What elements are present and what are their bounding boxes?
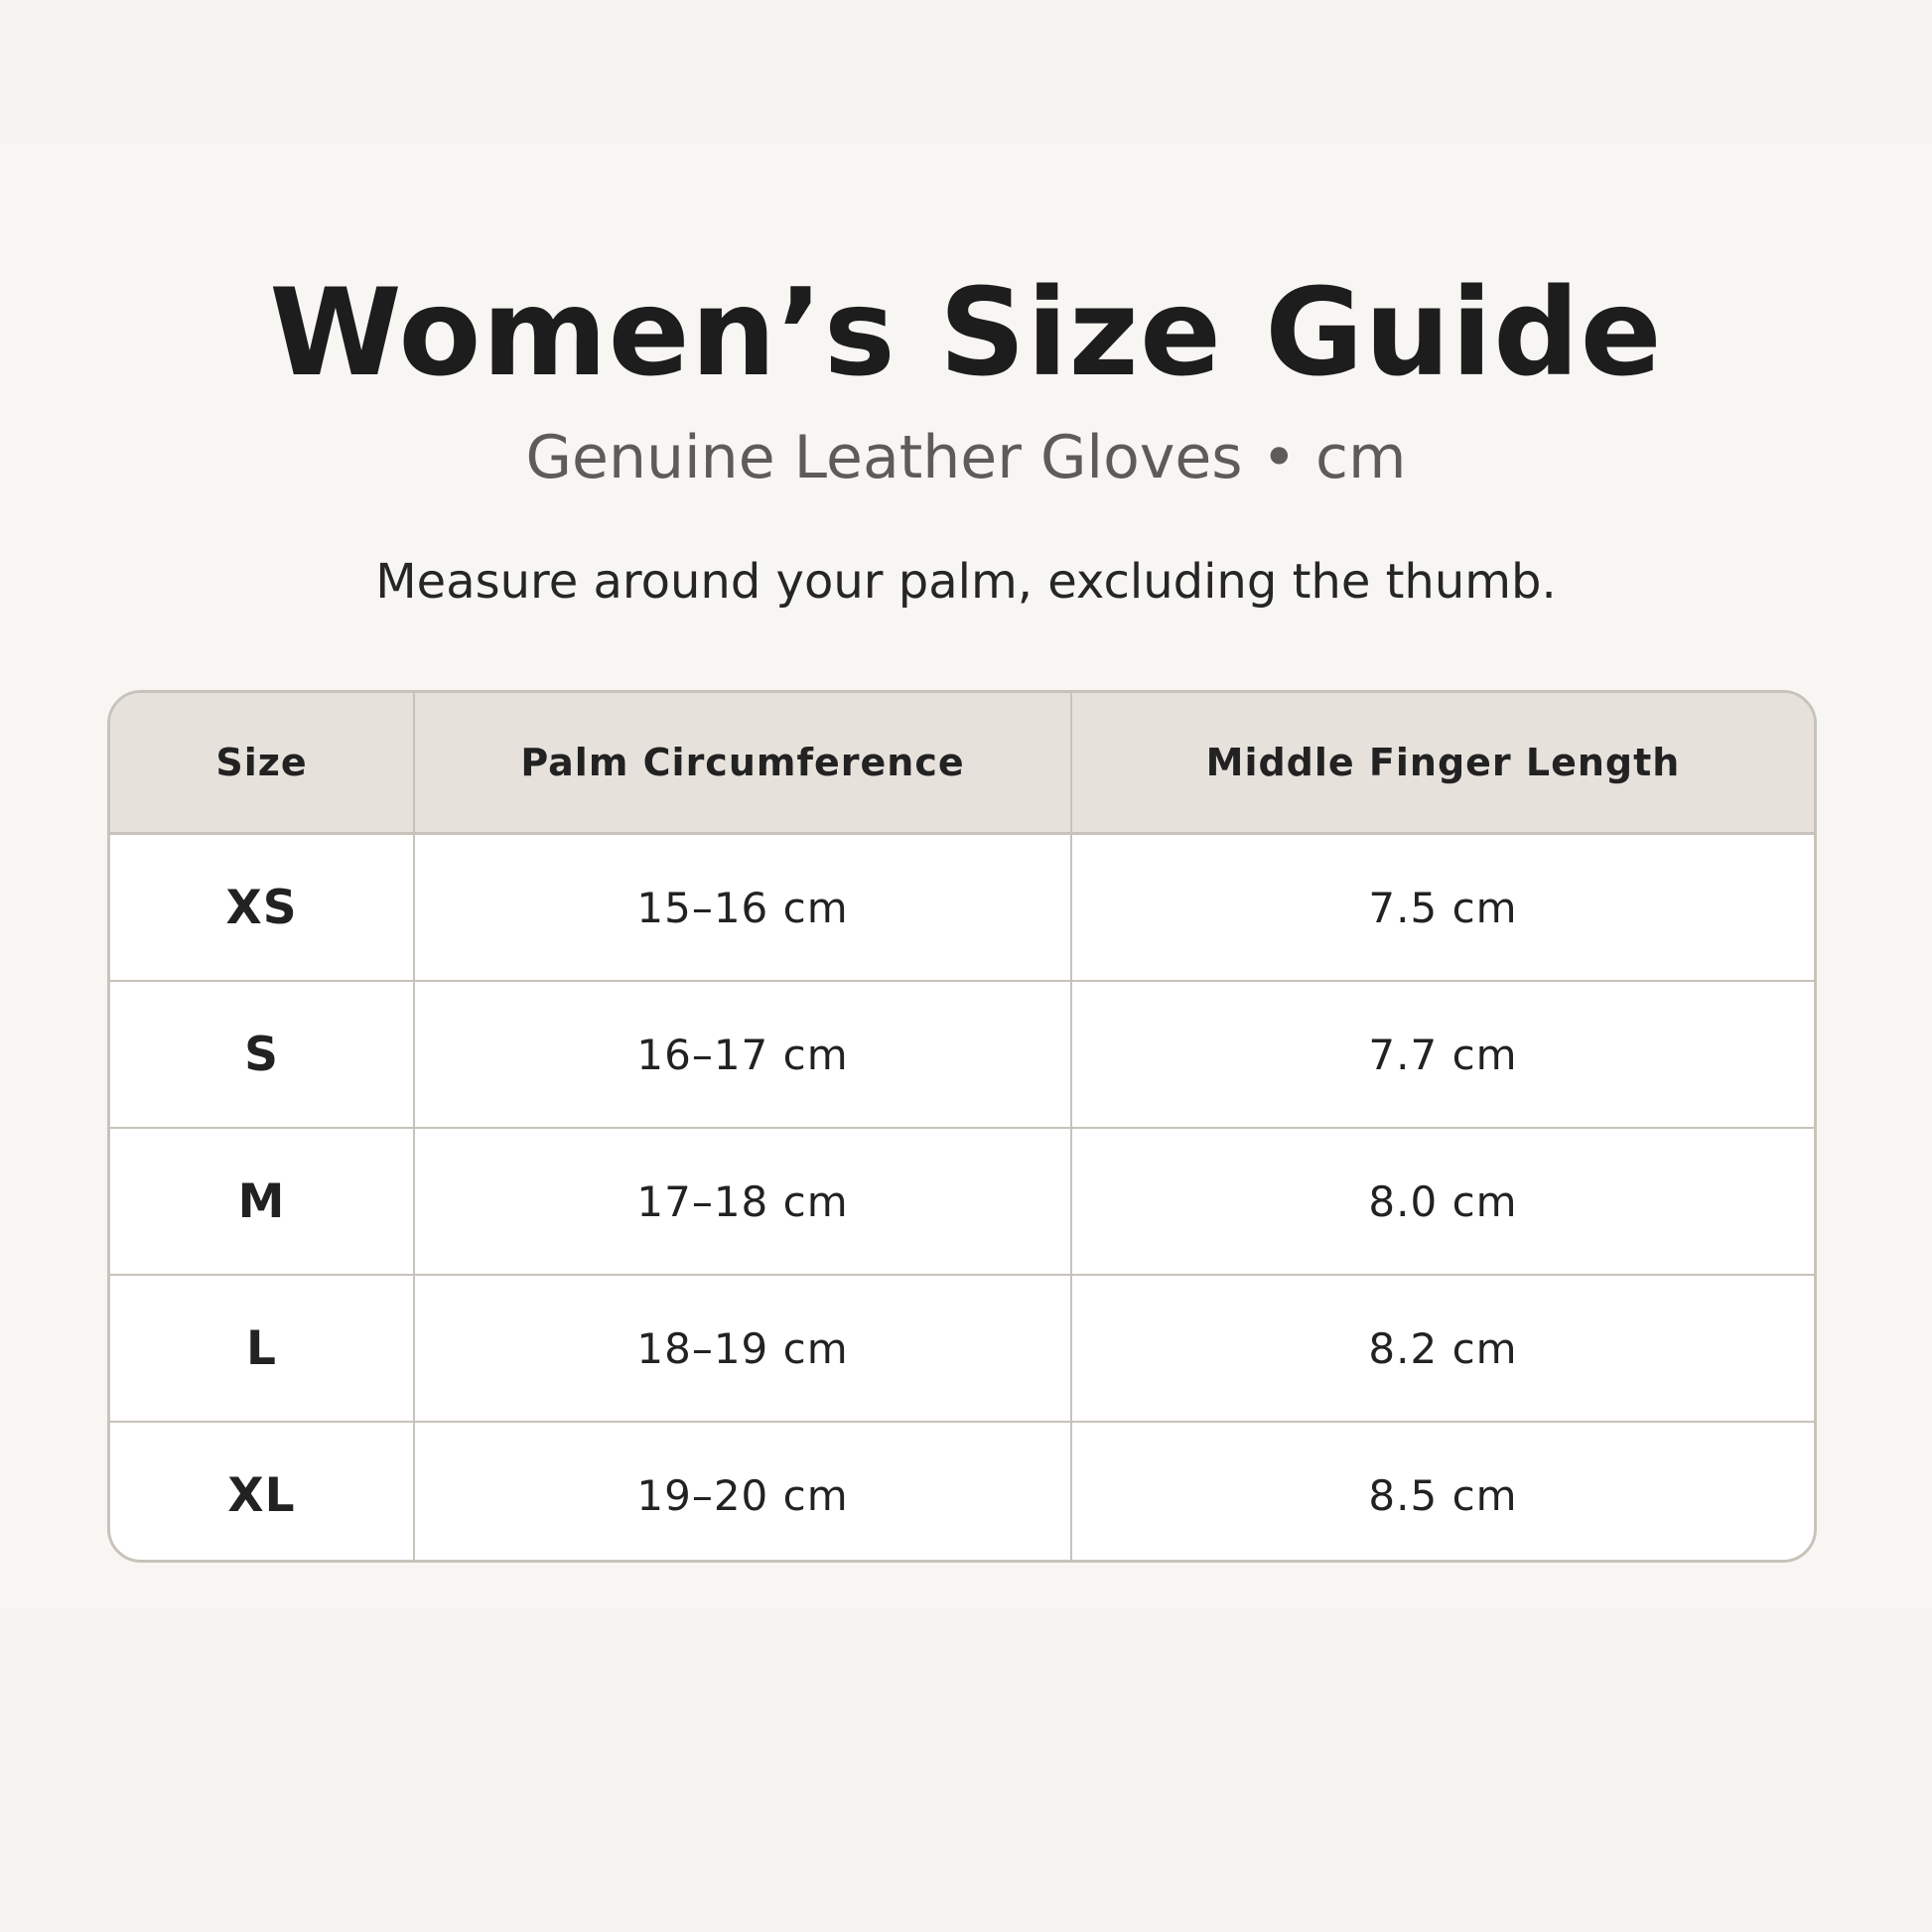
- size-cell: L: [110, 1275, 414, 1422]
- header-row: [110, 693, 1814, 834]
- finger-cell: 8.5 cm: [1071, 1422, 1814, 1563]
- table-row: [110, 981, 1814, 1128]
- finger-cell: 7.5 cm: [1071, 834, 1814, 982]
- finger-cell: 8.2 cm: [1071, 1275, 1814, 1422]
- palm-cell: 15–16 cm: [414, 834, 1071, 982]
- palm-cell: 19–20 cm: [414, 1422, 1071, 1563]
- finger-cell: 8.0 cm: [1071, 1128, 1814, 1275]
- page-subtitle: Genuine Leather Gloves • cm: [525, 423, 1407, 492]
- table-row: [110, 1128, 1814, 1275]
- measuring-instruction: Measure around your palm, excluding the thumb.: [375, 554, 1557, 610]
- page-title: Women’s Size Guide: [269, 263, 1663, 403]
- finger-cell: 7.7 cm: [1071, 981, 1814, 1128]
- column-header-palm-circumference: Palm Circumference: [414, 693, 1071, 834]
- size-cell: XS: [110, 834, 414, 982]
- size-table-container: [107, 690, 1817, 1563]
- size-cell: M: [110, 1128, 414, 1275]
- table-header: [110, 693, 1814, 834]
- palm-cell: 18–19 cm: [414, 1275, 1071, 1422]
- table-row: [110, 1422, 1814, 1563]
- palm-cell: 16–17 cm: [414, 981, 1071, 1128]
- column-header-size: Size: [110, 693, 414, 834]
- table-row: [110, 834, 1814, 982]
- size-cell: S: [110, 981, 414, 1128]
- table-row: [110, 1275, 1814, 1422]
- table-body: [110, 834, 1814, 1564]
- size-table: [110, 693, 1814, 1563]
- column-header-middle-finger-length: Middle Finger Length: [1071, 693, 1814, 834]
- palm-cell: 17–18 cm: [414, 1128, 1071, 1275]
- size-cell: XL: [227, 1467, 296, 1523]
